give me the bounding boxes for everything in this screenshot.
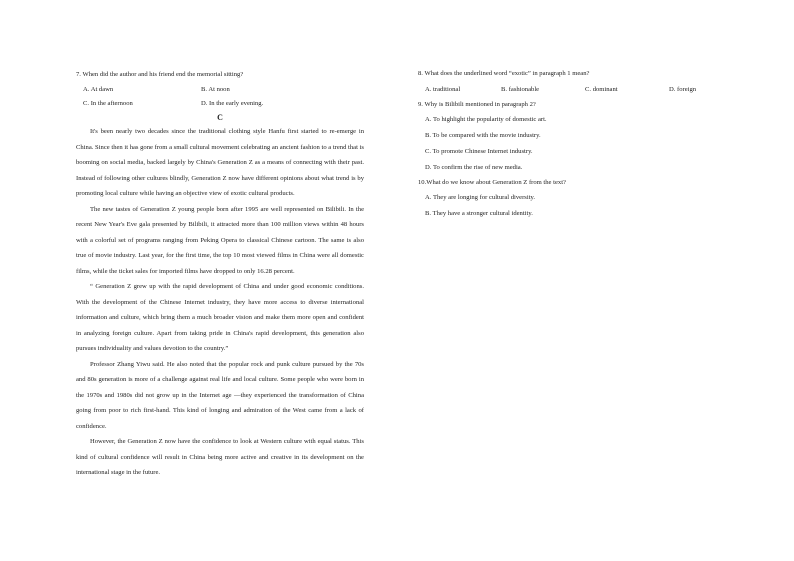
question-9-option-c[interactable]: C. To promote Chinese Internet industry. [425,148,533,155]
question-10-option-b[interactable]: B. They have a stronger cultural identity. [425,210,533,217]
left-column [76,70,364,481]
question-8-stem: 8. What does the underlined word “exotic” in paragraph 1 mean? [418,70,590,77]
passage-paragraph-4: Professor Zhang Yiwu said. He also noted that the popular rock and punk culture pursued by the 70s and 80s generation is more of a challenge against real life and local culture. Some people who were born in the 1970s and 1980s did not grow up in the Internet age —they experienced the transformation of China going from poor to rich first-hand. This kind of longing and admiration of the West came from a lack of confidence. [76,360,364,430]
question-7-stem: 7. When did the author and his friend end the memorial sitting? [76,71,244,78]
question-7-option-b[interactable]: B. At noon [201,86,230,93]
question-7-option-a[interactable]: A. At dawn [83,86,114,93]
section-label: C [217,113,223,122]
question-10-option-a[interactable]: A. They are longing for cultural diversity. [425,194,536,201]
passage-paragraph-2: The new tastes of Generation Z young people born after 1995 are well represented on Bilibili. In the recent New Year's Eve gala presented by Bilibili, it attracted more than 100 million views within 48 hours with a colorful set of programs ranging from Peking Opera to classical Chinese cartoon. The same is also true of movie industry. Last year, for the first time, the top 10 most viewed films in China were all domestic films, while the ticket sales for imported films have dropped to only 16.28 percent. [76,205,364,275]
question-9-option-d[interactable]: D. To confirm the rise of new media. [425,164,523,171]
question-7-options-row-2 [83,100,364,107]
passage-paragraph-1: It's been nearly two decades since the traditional clothing style Hanfu first started to re-emerge in China. Since then it has gone from a small cultural movement celebrating an ancient fashion to a trend that is booming on social media, backed largely by China's Generation Z as a means of connecting with their past. Instead of following other cultures blindly, Generation Z now have different opinions about what trend is by promoting local culture while having an objective view of exotic cultural products. [76,128,364,197]
question-8-option-b[interactable]: B. fashionable [501,86,540,93]
question-8-option-c[interactable]: C. dominant [585,86,618,93]
right-column [418,70,718,217]
question-9-option-a[interactable]: A. To highlight the popularity of domestic art. [425,116,547,123]
passage-paragraph-5: However, the Generation Z now have the confidence to look at Western culture with equal status. This kind of cultural confidence will result in China being more active and creative in its development on the international stage in the future. [76,438,364,476]
question-10-stem: 10.What do we know about Generation Z from the text? [418,179,566,186]
question-8-options [425,86,718,93]
question-8-option-d[interactable]: D. foreign [669,86,697,93]
question-7-option-c[interactable]: C. In the afternoon [83,100,133,107]
question-8-option-a[interactable]: A. traditional [425,86,461,93]
question-7-option-d[interactable]: D. In the early evening. [201,100,264,107]
question-9-option-b[interactable]: B. To be compared with the movie industry. [425,132,541,139]
passage-paragraph-3: “ Generation Z grew up with the rapid development of China and under good economic conditions. With the development of the Chinese Internet industry, they have more access to diverse international information and culture, which bring them a much broader vision and make them more open and confident in analyzing foreign culture. Apart from taking pride in China's rapid development, this generation also pursues individuality and values devotion to the country.” [76,283,364,352]
question-7-options-row-1 [83,86,364,93]
question-9-stem: 9. Why is Bilibili mentioned in paragraph 2? [418,101,536,108]
